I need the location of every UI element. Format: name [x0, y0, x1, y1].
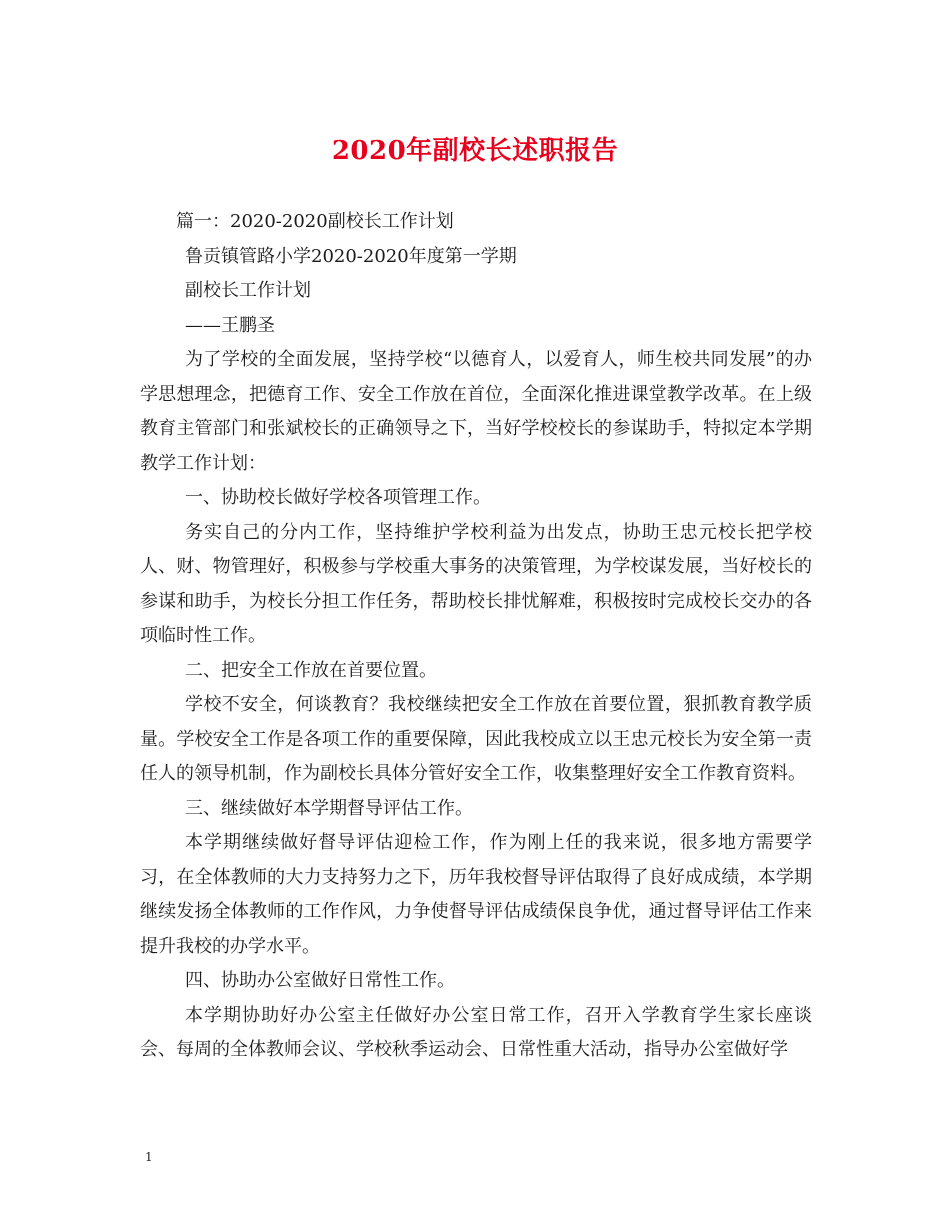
author-line: ——王鹏圣: [185, 314, 275, 336]
section-heading-2: 二、把安全工作放在首要位置。: [185, 659, 437, 681]
section-heading-4: 四、协助办公室做好日常性工作。: [185, 970, 455, 991]
school-line: 鲁贡镇管路小学2020-2020年度第一学期: [185, 245, 517, 267]
page-number: 1: [145, 1150, 153, 1164]
section-heading-3: 三、继续做好本学期督导评估工作。: [185, 797, 473, 819]
intro-paragraph: 为了学校的全面发展，坚持学校“以德育人，以爱育人，师生校共同发展”的办学思想理念，把德育工作、安全工作放在首位，全面深化推进课堂教学改革。在上级教育主管部门和张斌校长的正确领导之下，当好学校校长的参谋助手，特拟定本学期教学工作计划：: [140, 349, 812, 474]
section-paragraph-2: 学校不安全，何谈教育？我校继续把安全工作放在首要位置，狠抓教育教学质量。学校安全工作是各项工作的重要保障，因此我校成立以王忠元校长为安全第一责任人的领导机制，作为副校长具体分管好安全工作，收集整理好安全工作教育资料。: [140, 694, 812, 784]
section-paragraph-3: 本学期继续做好督导评估迎检工作，作为刚上任的我来说，很多地方需要学习，在全体教师的大力支持努力之下，历年我校督导评估取得了良好成成绩，本学期继续发扬全体教师的工作作风，力争使督导评估成绩保良争优，通过督导评估工作来提升我校的办学水平。: [140, 832, 812, 957]
section-paragraph-4: 本学期协助好办公室主任做好办公室日常工作，召开入学教育学生家长座谈会、每周的全体教师会议、学校秋季运动会、日常性重大活动，指导办公室做好学: [140, 1004, 812, 1060]
document-title: 2020年副校长述职报告: [331, 136, 619, 166]
plan-title-line: 副校长工作计划: [185, 280, 311, 301]
section-paragraph-1: 务实自己的分内工作，坚持维护学校利益为出发点，协助王忠元校长把学校人、财、物管理好，积极参与学校重大事务的决策管理，为学校谋发展，当好校长的参谋和助手，为校长分担工作任务，帮助校长排忧解难，积极按时完成校长交办的各项临时性工作。: [140, 521, 812, 646]
document-body: [140, 205, 812, 1068]
plan-header-line: 篇一：2020-2020副校长工作计划: [176, 211, 454, 232]
section-heading-1: 一、协助校长做好学校各项管理工作。: [185, 487, 491, 508]
